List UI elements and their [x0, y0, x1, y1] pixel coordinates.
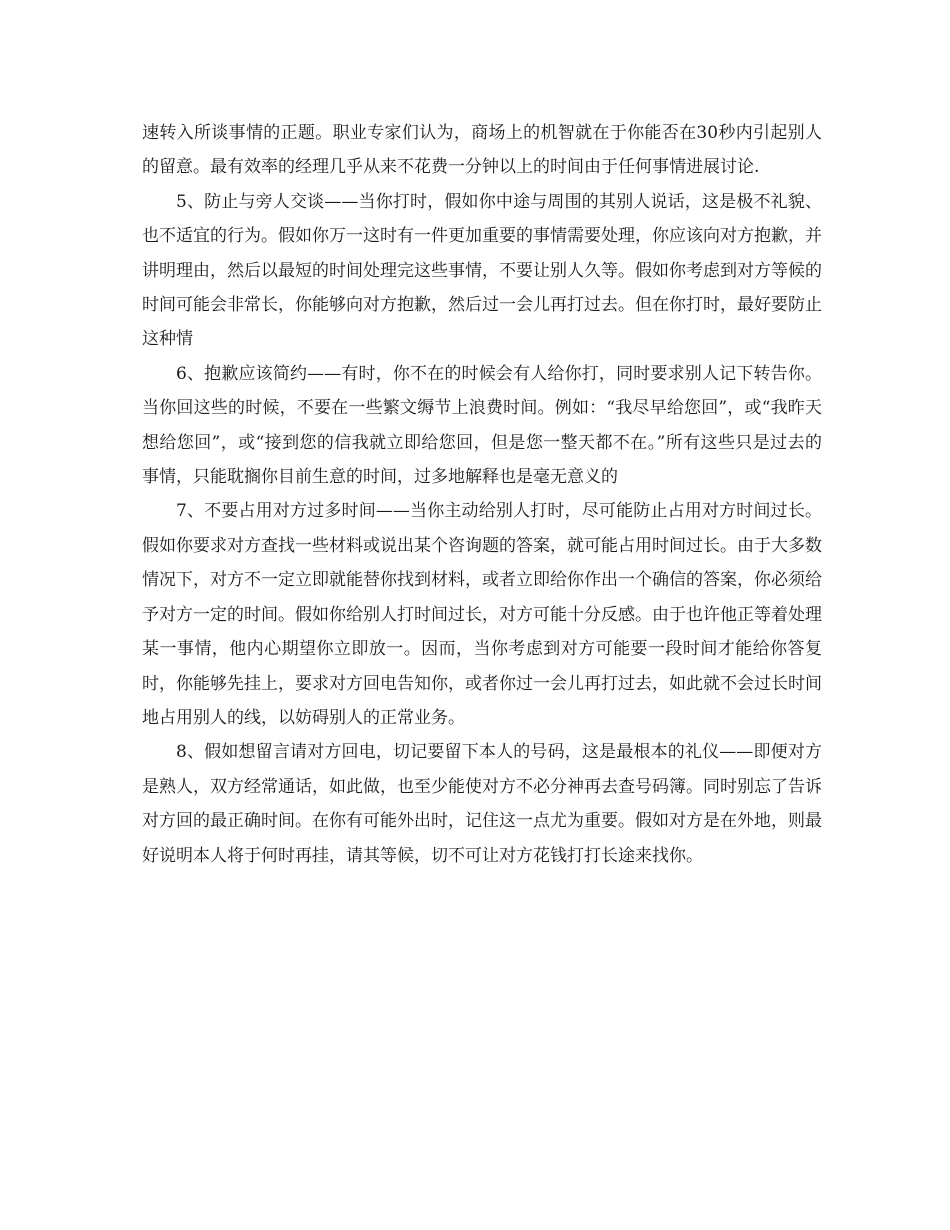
paragraph-continuation: 速转入所谈事情的正题。职业专家们认为，商场上的机智就在于你能否在30秒内引起别人的留意。最有效率的经理几乎从来不花费一分钟以上的时间由于任何事情进展讨论.: [142, 123, 822, 178]
paragraph-tip-8: 8、假如想留言请对方回电，切记要留下本人的号码，这是最根本的礼仪——即便对方是熟人，双方经常通话，如此做，也至少能使对方不必分神再去查号码簿。同时别忘了告诉对方回的最正确时间。在你有可能外出时，记住这一点尤为重要。假如对方是在外地，则最好说明本人将于何时再挂，请其等候，切不可让对方花钱打打长途来找你。: [142, 742, 822, 866]
paragraph-tip-7: 7、不要占用对方过多时间——当你主动给别人打时，尽可能防止占用对方时间过长。假如你要求对方查找一些材料或说出某个咨询题的答案，就可能占用时间过长。由于大多数情况下，对方不一定立即就能替你找到材料，或者立即给你作出一个确信的答案，你必须给予对方一定的时间。假如你给别人打时间过长，对方可能十分反感。由于也许他正等着处理某一事情，他内心期望你立即放一。因而，当你考虑到对方可能要一段时间才能给你答复时，你能够先挂上，要求对方回电告知你，或者你过一会儿再打过去，如此就不会过长时间地占用别人的线，以妨碍别人的正常业务。: [142, 501, 822, 728]
paragraph-tip-6: 6、抱歉应该简约——有时，你不在的时候会有人给你打，同时要求别人记下转告你。当你回这些的时候，不要在一些繁文缛节上浪费时间。例如：“我尽早给您回”，或“我昨天想给您回”，或“接到您的信我就立即给您回，但是您一整天都不在。”所有这些只是过去的事情，只能耽搁你目前生意的时间，过多地解释也是毫无意义的: [142, 363, 822, 488]
document-page: [142, 116, 822, 873]
paragraph-tip-5: 5、防止与旁人交谈——当你打时，假如你中途与周围的其别人说话，这是极不礼貌、也不适宜的行为。假如你万一这时有一件更加重要的事情需要处理，你应该向对方抱歉，并讲明理由，然后以最短的时间处理完这些事情，不要让别人久等。假如你考虑到对方等候的时间可能会非常长，你能够向对方抱歉，然后过一会儿再打过去。但在你打时，最好要防止这种情: [142, 191, 822, 350]
